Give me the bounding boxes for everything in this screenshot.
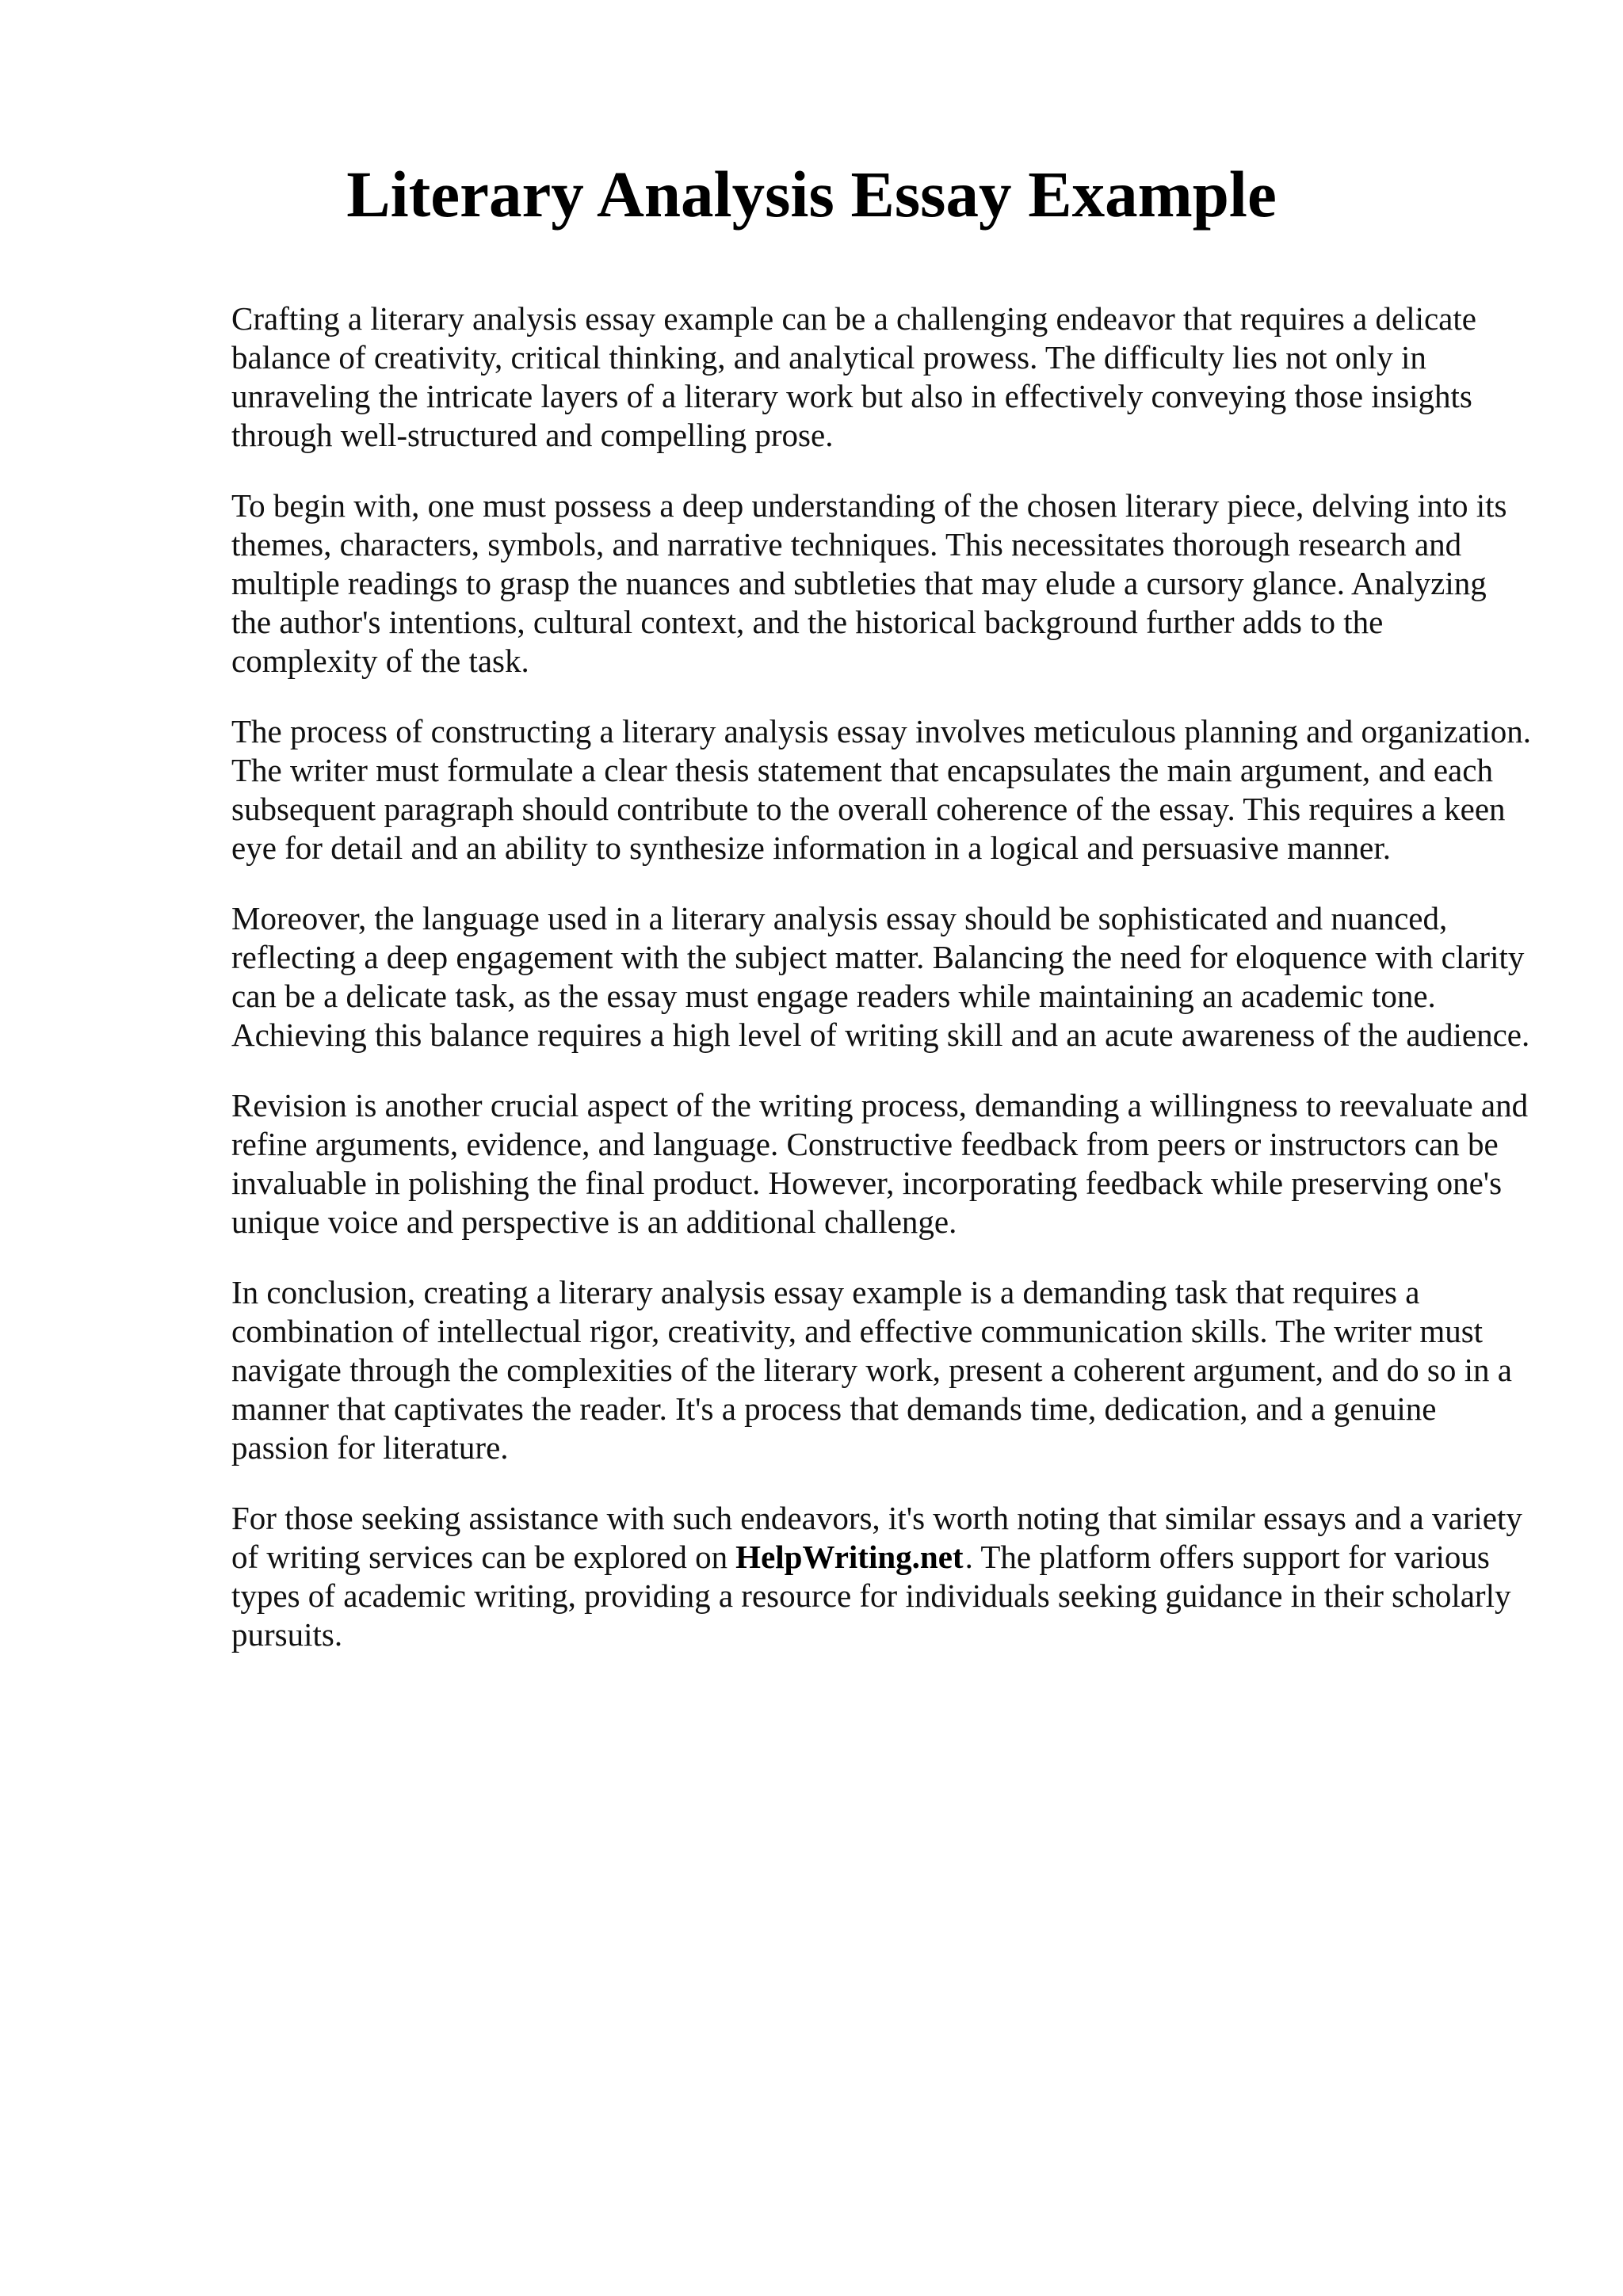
paragraph-conclusion: In conclusion, creating a literary analysis essay example is a demanding task that requires a combination of intellectual rigor, creativity, and effective communication skills. The writer must navigate through the complexities of the literary work, present a coherent argument, and do so in a manner that captivates the reader. It's a process that demands time, dedication, and a genuine passion for literature. (231, 1274, 1512, 1466)
assistance-text-after: . The platform offers support for various types of academic writing, providing a resource for individuals seeking guidance in their scholarly pursuits. (231, 1539, 1511, 1653)
paragraph-revision: Revision is another crucial aspect of the writing process, demanding a willingness to reevaluate and refine arguments, evidence, and language. Constructive feedback from peers or instructors can be invaluable in polishing the final product. However, incorporating feedback while preserving one's unique voice and perspective is an additional challenge. (231, 1087, 1529, 1240)
paragraph-process: The process of constructing a literary analysis essay involves meticulous planning and organization. The writer must formulate a clear thesis statement that encapsulates the main argument, and each subsequent paragraph should contribute to the overall coherence of the essay. This requires a keen eye for detail and an ability to synthesize information in a logical and persuasive manner. (231, 713, 1531, 866)
essay-body (231, 299, 1531, 1686)
paragraph-understanding: To begin with, one must possess a deep understanding of the chosen literary piece, delving into its themes, characters, symbols, and narrative techniques. This necessitates thorough research and multiple readings to grasp the nuances and subtleties that may elude a cursory glance. Analyzing the author's intentions, cultural context, and the historical background further adds to the complexity of the task. (231, 487, 1507, 679)
paragraph-language: Moreover, the language used in a literary analysis essay should be sophisticated and nuanced, reflecting a deep engagement with the subject matter. Balancing the need for eloquence with clarity can be a delicate task, as the essay must engage readers while maintaining an academic tone. Achieving this balance requires a high level of writing skill and an acute awareness of the audience. (231, 900, 1530, 1053)
paragraph-assistance (231, 1499, 1531, 1654)
paragraph-intro: Crafting a literary analysis essay example can be a challenging endeavor that requires a delicate balance of creativity, critical thinking, and analytical prowess. The difficulty lies not only in unraveling the intricate layers of a literary work but also in effectively conveying those insights through well-structured and compelling prose. (231, 300, 1476, 453)
document-title: Literary Analysis Essay Example (346, 158, 1277, 231)
assistance-text-before: For those seeking assistance with such endeavors, it's worth noting that similar essays and a variety of writing services can be explored on (231, 1500, 1522, 1575)
helpwriting-link[interactable]: HelpWriting.net (735, 1539, 964, 1575)
